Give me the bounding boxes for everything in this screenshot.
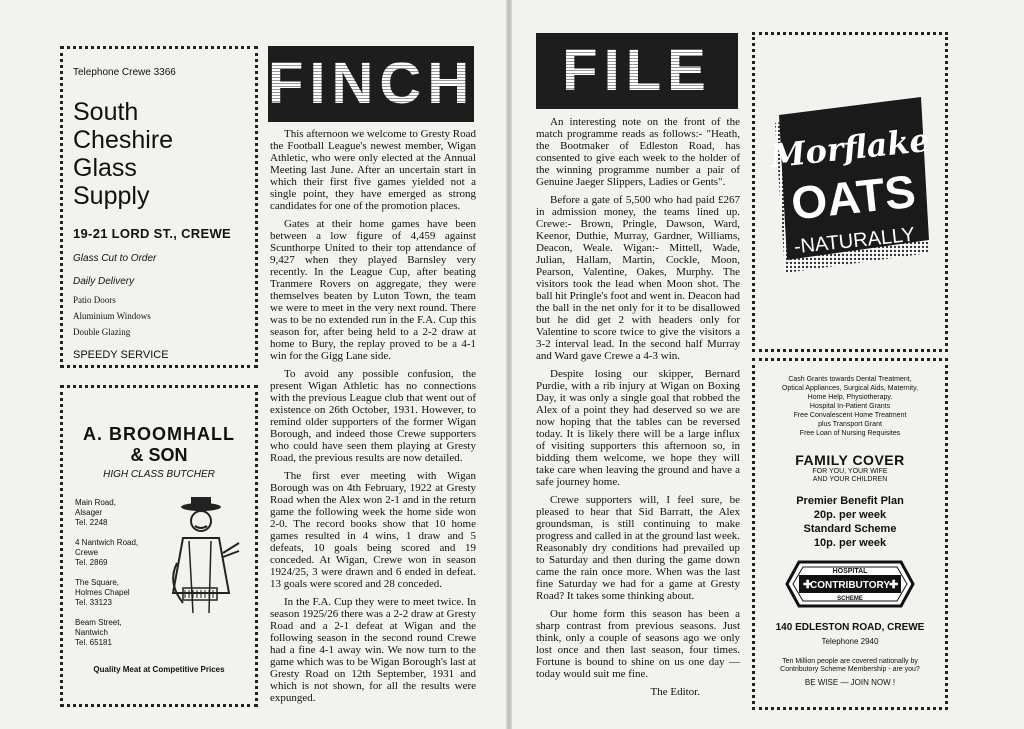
finch-paragraph: In the F.A. Cup they were to meet twice. In season 1925/26 there was a 2-2 draw at Gresty Road and a 2-1 defeat at Wigan and the following season in the second round Crewe had a fine 4-1 away win. We now turn to the game which was to be Wigan Borough's last at Gresty Road on 12th September, 1931 and which is not shown, for all the results were expunged.	[270, 596, 476, 704]
file-paragraph: Crewe supporters will, I feel sure, be pleased to hear that Sid Barratt, the Alex groundsman, is still continuing to make progress and called in at the ground last week. Reasonably dry conditions had prevailed up to Saturday and then during the game down came the rain once more. When was the last fine Saturday we had for a game at Gresty Road? It takes some thinking about.	[536, 494, 740, 602]
finch-paragraph: This afternoon we welcome to Gresty Road the Football League's newest member, Wigan Athletic, who were only elected at the Annual Meeting last June. After an uncertain start in which their first five games yielded not a single point, they have emerged as strong candidates for one of the promotion places.	[270, 128, 476, 212]
premier-plan	[765, 494, 935, 550]
glass-name	[73, 98, 245, 210]
editor-signature: The Editor.	[650, 686, 700, 698]
finch-title	[268, 46, 474, 122]
oats-product: OATS	[788, 164, 918, 230]
for-line: FOR YOU, YOUR WIFE	[812, 468, 888, 475]
glass-service: Glass Cut to Order	[73, 253, 157, 264]
file-paragraph: Our home form this season has been a sharp contrast from previous seasons. Just think, only a couple of seasons ago we only lost once and then last season, four times. Fortune is bound to shine on us one day — today would suit me fine.	[536, 608, 740, 680]
benefit-line: Home Help, Physiotherapy.	[807, 394, 893, 401]
shop-address	[75, 618, 165, 648]
shop-line: 4 Nantwich Road,	[75, 538, 139, 547]
ten-million-line: Contributory Scheme Membership - are you?	[780, 666, 920, 673]
hospital-scheme-ad	[752, 358, 948, 710]
glass-name-line: Supply	[73, 182, 150, 210]
butcher-name: A. BROOMHALL	[83, 424, 235, 444]
file-paragraph: An interesting note on the front of the match programme reads as follows:- "Heath, the Bootmaker of Edleston Road, has consented to give each week to the holder of the winning programme number a pair of Genuine Jaeger Slippers, Ladies or Gents".	[536, 116, 740, 188]
shop-line: Tel. 33123	[75, 598, 112, 607]
finch-paragraph: Gates at their home games have been between a low figure of 4,459 against Scunthorpe United to their top attendance of 9,427 when they played Barnsley very recently. In the League Cup, after beating Tranmere Rovers on aggregate, they were themselves beaten by Luton Town, the team we were to meet in the very next round. There was to be no extended run in the F.A. Cup this season for, after being held to a 2-2 draw at home to Bury, the replay proved to be a 4-1 win for the Gigg Lane side.	[270, 218, 476, 362]
hospital-telephone: Telephone 2940	[821, 637, 879, 646]
shop-line: Crewe	[75, 548, 99, 557]
finch-title-text: FINCH	[268, 51, 476, 116]
glass-service: Daily Delivery	[73, 276, 135, 287]
file-title-text: FILE	[562, 38, 712, 103]
hospital-logo-icon	[785, 560, 915, 608]
oats-ad	[752, 32, 948, 352]
file-paragraph: Before a gate of 5,500 who had paid £267 in admission money, the teams lined up. Crewe:- Brown, Pringle, Dawson, Ward, Keenor, Duthie, Murray, Gardner, Williams, Deacon, Weale. Wigan:- Mittell, Wade, Julian, Hallam, Martin, Cockle, Moon, Pearson, Valentine, Oakes, Murphy. The visitors took the lead when Moon shot. The ball hit Pringle's foot and went in. Deacon had the ball in the net only for it to be disallowed but he did get 2 with headers only for Valentine to score twice to give the visitors a 3-2 interval lead. In the second half Murray and Ward gave Crewe a 4-3 win.	[536, 194, 740, 362]
glass-product: Aluminium Windows	[73, 311, 151, 321]
shop-line: Main Road,	[75, 498, 116, 507]
benefit-line: Free Loan of Nursing Requisites	[799, 430, 901, 437]
shop-line: Nantwich	[75, 628, 108, 637]
ten-million	[765, 658, 935, 674]
benefit-line: Cash Grants towards Dental Treatment,	[788, 376, 912, 383]
glass-speedy: SPEEDY SERVICE	[73, 349, 169, 361]
for-line: AND YOUR CHILDREN	[812, 476, 888, 483]
oats-brand: Morflake	[768, 120, 932, 176]
finch-paragraph: The first ever meeting with Wigan Borough was on 4th February, 1922 at Gresty Road when the Alex won 2-1 and in the return game the following week the home side won 2-0. The record books show that 10 home games resulted in 4 wins, 1 draw and 5 defeats, 10 goals being scored and 19 conceded. At Wigan, Crewe won in season 1924/25, 3 were drawn and 6 ended in defeat. 13 goals were scored and 28 conceded.	[270, 470, 476, 590]
hospital-address: 140 EDLESTON ROAD, CREWE	[775, 622, 925, 633]
butcher-shops	[75, 498, 165, 658]
shop-line: Beam Street,	[75, 618, 122, 627]
file-title	[536, 33, 738, 109]
butcher-son: & SON	[130, 445, 188, 465]
benefit-line: plus Transport Grant	[818, 421, 882, 428]
logo-top: HOSPITAL	[832, 568, 868, 575]
butcher-figure-icon	[153, 493, 243, 623]
glass-product: Double Glazing	[73, 327, 131, 337]
shop-address	[75, 538, 165, 568]
glass-products	[73, 295, 245, 337]
page-fold	[506, 0, 512, 729]
butcher-ad	[60, 385, 258, 707]
logo-cross-right-icon: ✚	[889, 579, 899, 591]
standard-name: Standard Scheme	[803, 523, 897, 535]
oats-logo-icon	[765, 41, 937, 341]
file-article	[536, 116, 740, 698]
glass-name-line: Cheshire	[73, 126, 174, 154]
plan-name: Premier Benefit Plan	[796, 495, 904, 507]
shop-line: Alsager	[75, 508, 103, 517]
logo-bottom: SCHEME	[837, 596, 863, 602]
shop-address	[75, 498, 165, 528]
glass-name-line: Glass	[73, 154, 137, 182]
oats-slogan: -NATURALLY	[792, 223, 916, 259]
shop-line: Tel. 65181	[75, 638, 112, 647]
plan-price: 20p. per week	[813, 509, 887, 521]
finch-article	[270, 128, 476, 710]
butcher-quality: Quality Meat at Competitive Prices	[93, 665, 225, 674]
benefit-line: Hospital In-Patient Grants	[809, 403, 891, 410]
finch-paragraph: To avoid any possible confusion, the present Wigan Athletic has no connections with the previous League club that went out of existence on 26th October, 1931. However, to remind older supporters of the former Wigan Borough, and indeed those Crewe supporters who could have seen them playing at Gresty Road, the previous results are now detailed.	[270, 368, 476, 464]
glass-address: 19-21 LORD ST., CREWE	[73, 226, 231, 241]
logo-cross-left-icon: ✚	[803, 579, 813, 591]
shop-line: The Square,	[75, 578, 120, 587]
ten-million-line: Ten Million people are covered nationally by	[782, 658, 918, 665]
butcher-subtitle: HIGH CLASS BUTCHER	[103, 469, 215, 480]
glass-name-line: South	[73, 98, 139, 126]
benefit-line: Free Convalescent Home Treatment	[793, 412, 907, 419]
benefits-list	[765, 375, 935, 438]
logo-mid: CONTRIBUTORY	[810, 580, 890, 591]
be-wise: BE WISE — JOIN NOW !	[804, 678, 896, 687]
shop-address	[75, 578, 165, 608]
standard-price: 10p. per week	[813, 537, 887, 549]
file-paragraph: Despite losing our skipper, Bernard Purdie, with a rib injury at Wigan on Boxing Day, it was only a single goal that robbed the Alex of a point they had deserved so we are now hoping that the tables can be reversed today. It is likely there will be a large influx of visiting supporters this afternoon so, in bidding them welcome, we hope they will take care when leaving the ground and have a safe journey home.	[536, 368, 740, 488]
family-cover: FAMILY COVER	[795, 452, 905, 468]
shop-line: Holmes Chapel	[75, 588, 130, 597]
shop-line: Tel. 2248	[75, 518, 108, 527]
shop-line: Tel. 2869	[75, 558, 108, 567]
glass-product: Patio Doors	[73, 295, 116, 305]
glass-telephone: Telephone Crewe 3366	[73, 67, 176, 78]
benefit-line: Optical Appliances, Surgical Aids, Maternity,	[781, 385, 919, 392]
glass-supply-ad	[60, 46, 258, 368]
